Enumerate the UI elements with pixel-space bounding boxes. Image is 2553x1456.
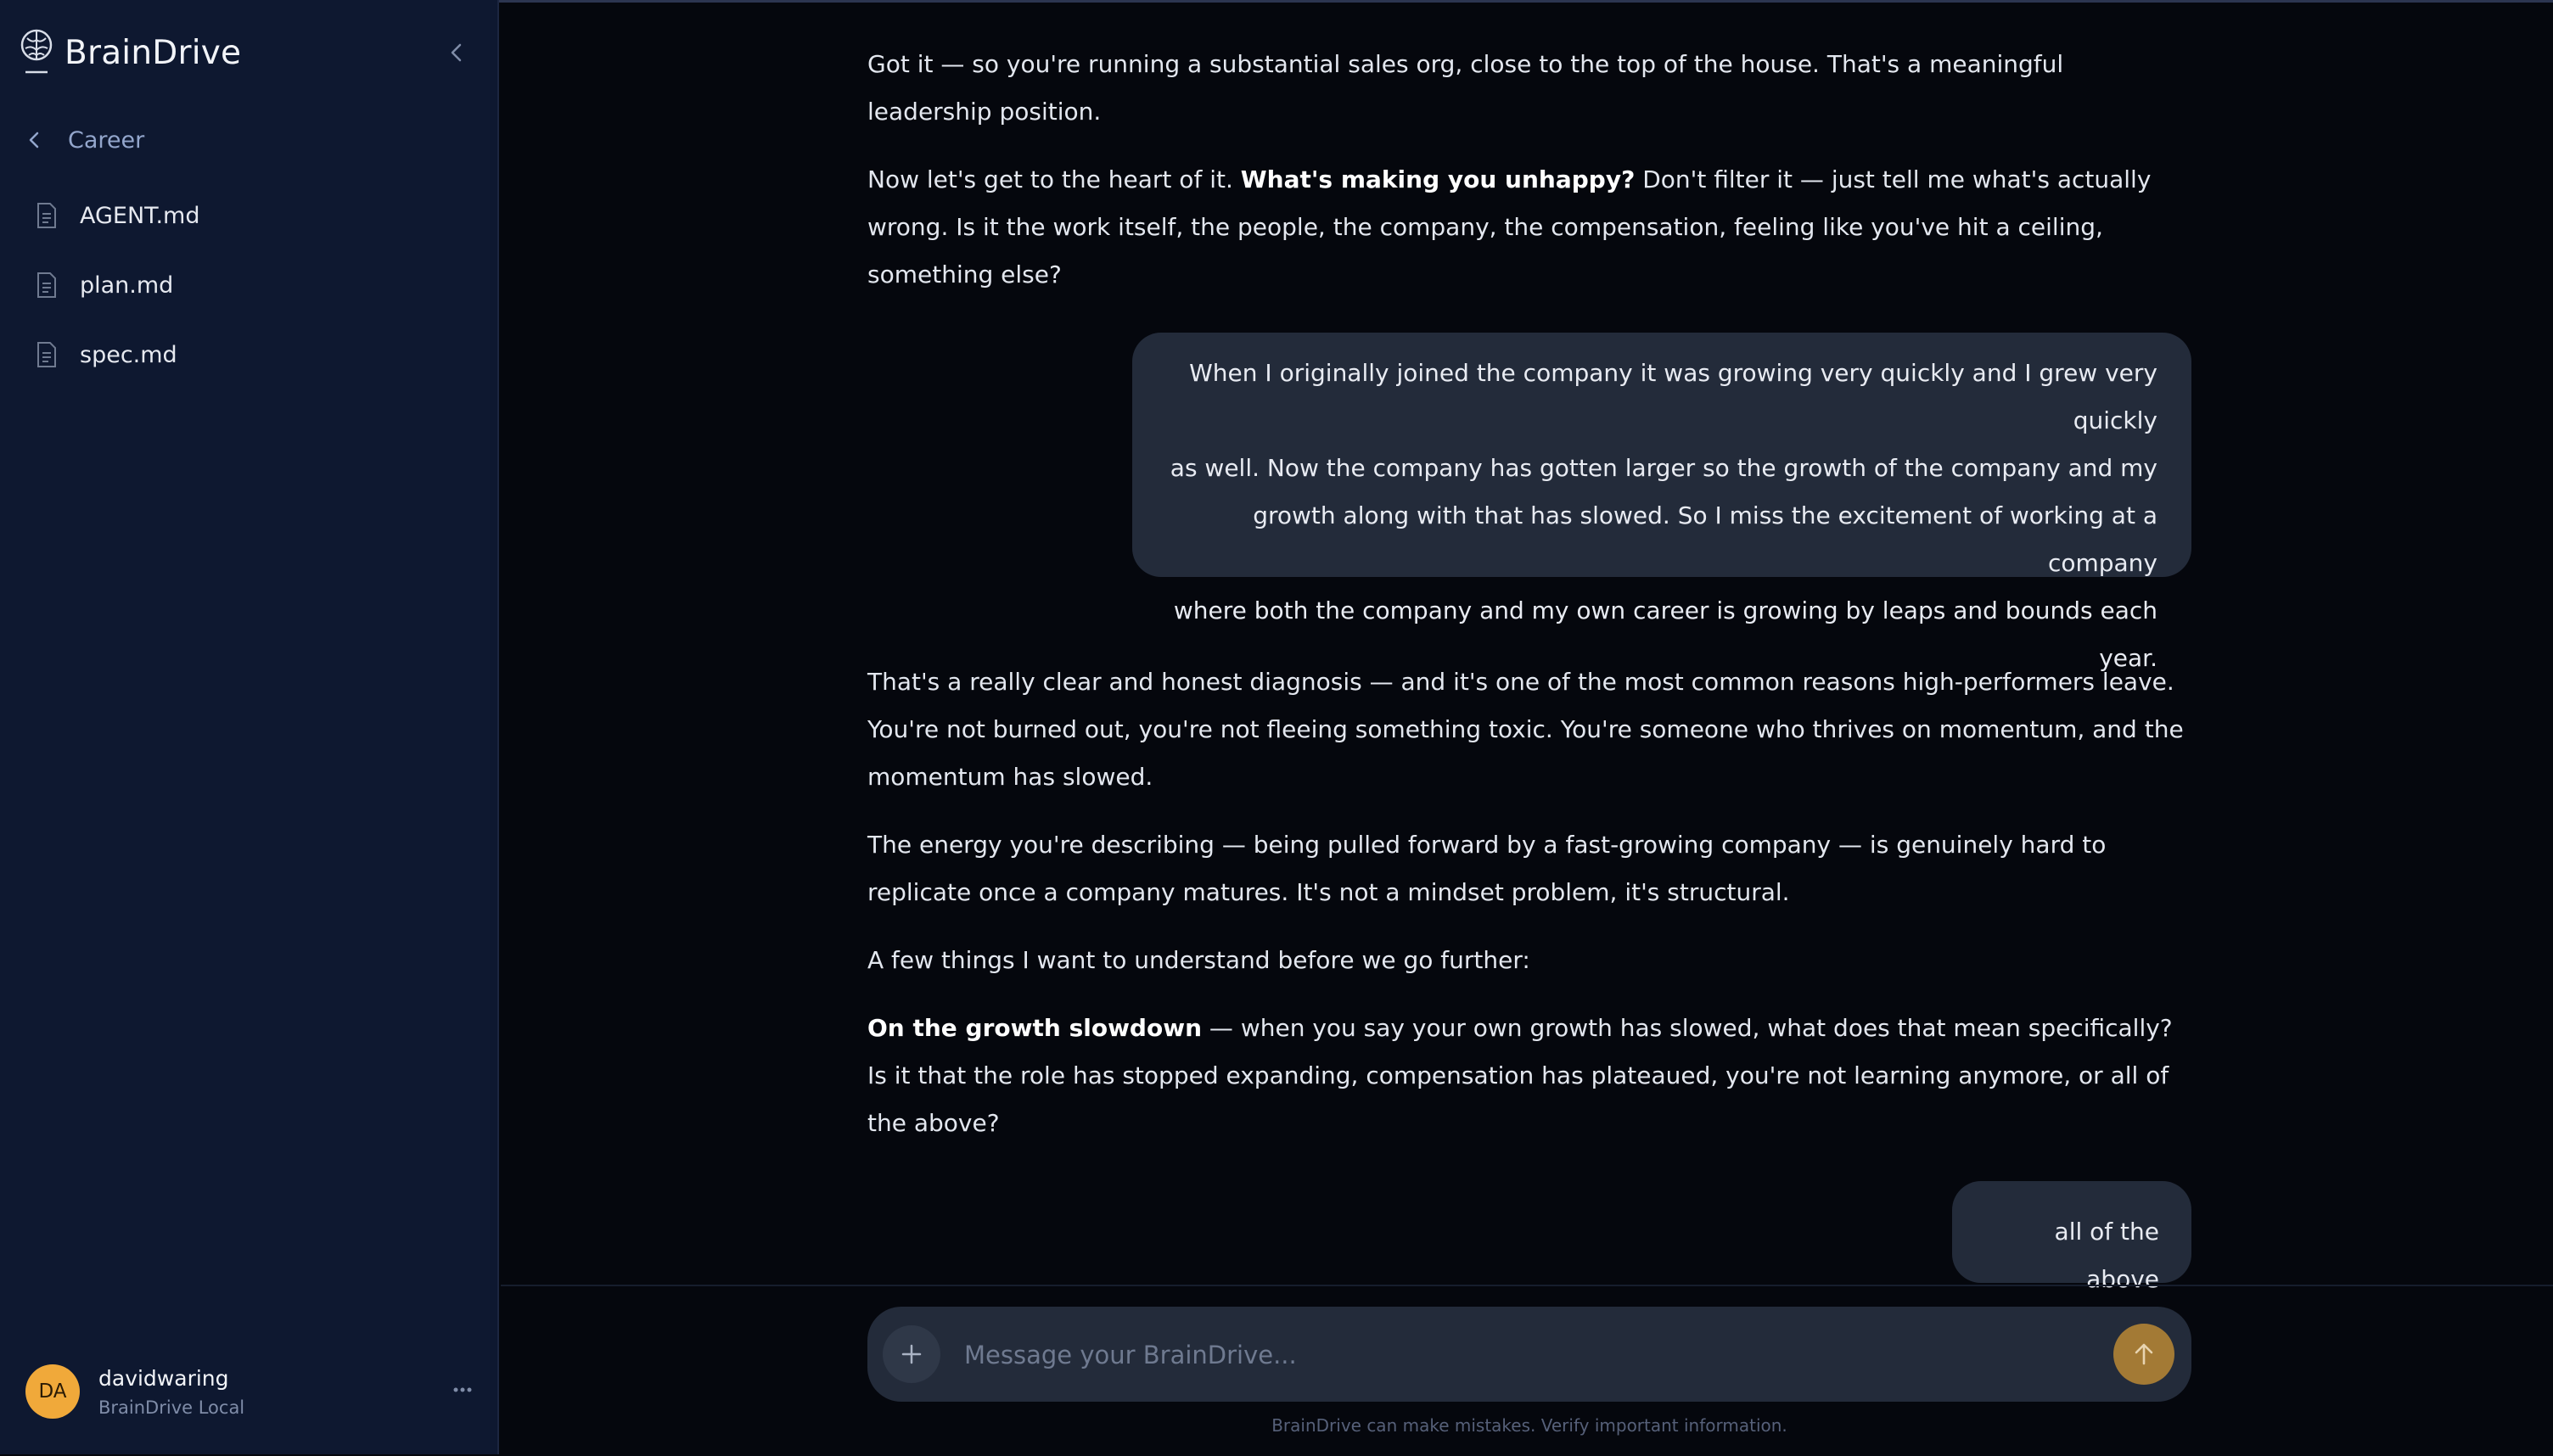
assistant-message bbox=[867, 41, 2191, 299]
avatar: DA bbox=[25, 1364, 80, 1419]
brand-name: BrainDrive bbox=[65, 33, 242, 72]
file-name: plan.md bbox=[80, 272, 174, 299]
file-icon bbox=[36, 341, 58, 368]
message-paragraph: That's a really clear and honest diagnosis — and it's one of the most common reasons high-performers leave. You're not burned out, you're not fleeing something toxic. You're someone who thrives on momentum, and the momentum has slowed. bbox=[867, 668, 2184, 791]
chevron-left-icon bbox=[25, 130, 42, 150]
collapse-sidebar-button[interactable] bbox=[440, 36, 474, 70]
brand[interactable] bbox=[19, 25, 241, 80]
file-item-plan[interactable] bbox=[36, 260, 469, 311]
file-icon bbox=[36, 202, 58, 229]
message-input[interactable] bbox=[962, 1329, 2069, 1381]
message-line: where both the company and my own career is growing by leaps and bounds each year. bbox=[1173, 596, 2157, 672]
file-icon bbox=[36, 272, 58, 299]
attach-button[interactable] bbox=[883, 1325, 940, 1383]
message-line: all of the above bbox=[2054, 1218, 2159, 1293]
back-to-career-button[interactable] bbox=[25, 119, 467, 161]
file-name: AGENT.md bbox=[80, 202, 200, 229]
back-label: Career bbox=[68, 126, 145, 154]
plus-icon bbox=[901, 1343, 923, 1365]
more-options-icon[interactable] bbox=[441, 1373, 484, 1407]
message-line: When I originally joined the company it was growing very quickly and I grew very quickly bbox=[1189, 359, 2157, 434]
sidebar bbox=[0, 0, 499, 1454]
file-item-agent[interactable] bbox=[36, 190, 469, 241]
send-button[interactable] bbox=[2113, 1324, 2174, 1385]
message-line: as well. Now the company has gotten larger so the growth of the company and my bbox=[1170, 454, 2157, 482]
chat-thread bbox=[501, 0, 2553, 1293]
message-paragraph: The energy you're describing — being pulled forward by a fast-growing company — is genuinely hard to replicate once a company matures. It's not a mindset problem, it's structural. bbox=[867, 831, 2107, 906]
message-paragraph: Got it — so you're running a substantial sales org, close to the top of the house. That's a meaningful leadership position. bbox=[867, 50, 2064, 126]
arrow-up-icon bbox=[2132, 1341, 2156, 1367]
user-name: davidwaring bbox=[98, 1365, 229, 1391]
message-composer bbox=[867, 1307, 2191, 1402]
chevron-left-icon bbox=[448, 42, 465, 63]
brain-logo-icon bbox=[19, 28, 54, 77]
message-paragraph: A few things I want to understand before we go further: bbox=[867, 946, 1530, 974]
user-message-bubble bbox=[1952, 1181, 2191, 1293]
user-subtitle: BrainDrive Local bbox=[98, 1397, 245, 1418]
message-paragraph: Now let's get to the heart of it. What's making you unhappy? Don't filter it — just tell me what's actually wrong. Is it the work itself, the people, the company, the compensation, feeling like you've hit a ceiling, something else? bbox=[867, 165, 2152, 288]
assistant-message bbox=[867, 658, 2191, 1147]
user-account[interactable] bbox=[25, 1361, 475, 1422]
message-paragraph: On the growth slowdown — when you say your own growth has slowed, what does that mean specifically? Is it that the role has stopped expanding, compensation has plateaued, you're not learning anymore, or all of the above? bbox=[867, 1014, 2173, 1137]
user-message-bubble bbox=[1132, 333, 2191, 672]
file-name: spec.md bbox=[80, 341, 177, 368]
file-item-spec[interactable] bbox=[36, 329, 469, 380]
message-line: growth along with that has slowed. So I miss the excitement of working at a company bbox=[1253, 501, 2157, 577]
disclaimer: BrainDrive can make mistakes. Verify important information. bbox=[1271, 1415, 1787, 1436]
